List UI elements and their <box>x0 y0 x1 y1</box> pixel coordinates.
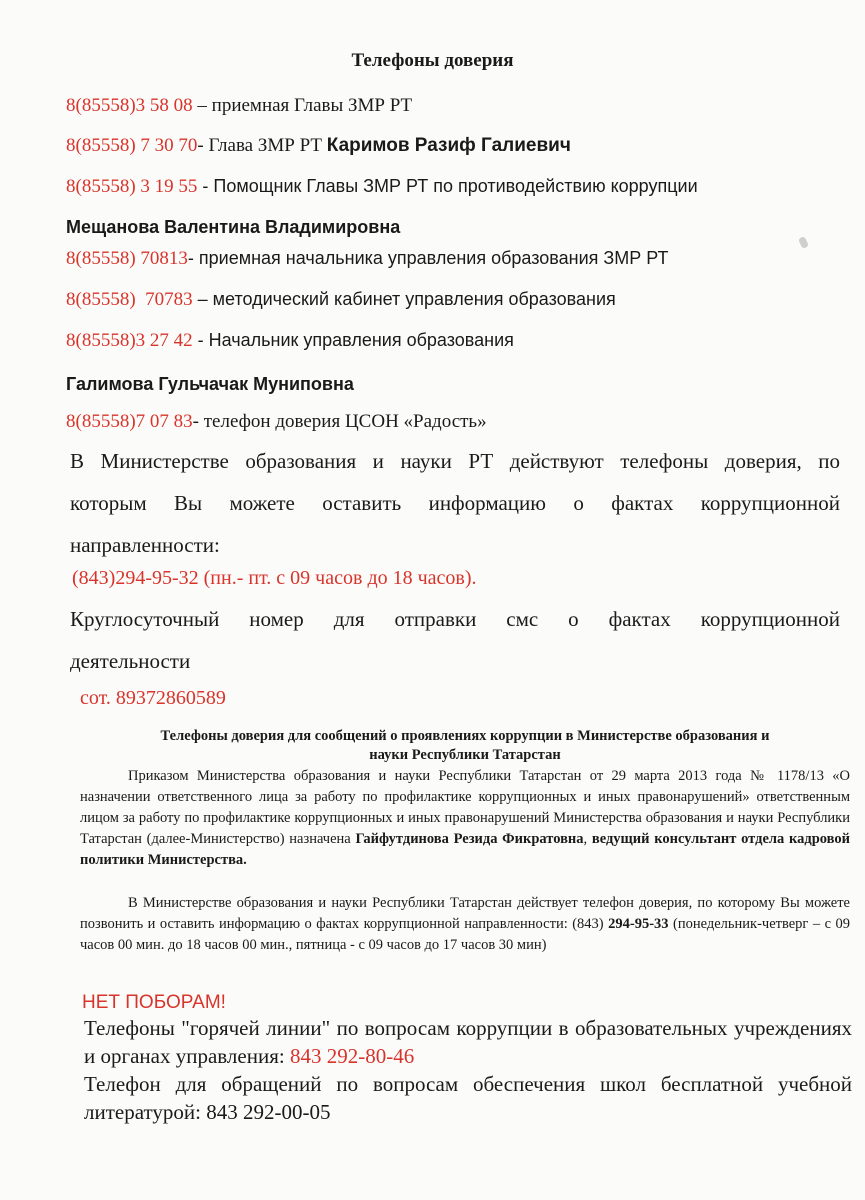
contact-person-name: Мещанова Валентина Владимировна <box>66 217 401 237</box>
page-title: Телефоны доверия <box>351 50 514 71</box>
scan-speck <box>798 236 809 249</box>
contact-text: - Помощник Главы ЗМР РТ по противодействию коррупции <box>197 176 698 196</box>
contact-text: - приемная начальника управления образования ЗМР РТ <box>187 248 669 268</box>
contact-text: – приемная Главы ЗМР РТ <box>192 95 413 116</box>
ministry-phone: (843)294-95-32 (пн.- пт. с 09 часов до 18 часов). <box>72 567 477 589</box>
contact-line-6 <box>66 289 616 311</box>
responsible-person-position: ведущий консультант отдела кадровой политики Министерства. <box>80 831 850 868</box>
contact-phone: 8(85558) 70813 <box>66 248 188 269</box>
section-title <box>80 727 850 765</box>
trust-phone: 294-95-33 <box>608 916 669 932</box>
contact-line-9 <box>66 411 487 433</box>
order-text: Приказом Министерства образования и науки Республики Татарстан от 29 марта 2013 года № 1178/13 «О назначении ответственного лица за работу по профилактике коррупционных и иных правонарушений» ответственным лицом за работу по профилактике коррупционных и иных правонарушений Министерства образования и науки Республики Татарстан (далее-Министерство) назначена <box>80 768 850 847</box>
section-title-line: Телефоны доверия для сообщений о проявлениях коррупции в Министерстве образования и <box>160 728 770 744</box>
paragraph-line: которым Вы можете оставить информацию о фактах коррупционной <box>70 491 840 515</box>
sms-paragraph <box>70 598 840 682</box>
textbooks-text: Телефон для обращений по вопросам обеспечения школ бесплатной учебной литературой: 843 292-00-05 <box>84 1072 852 1124</box>
contact-text: - Начальник управления образования <box>192 330 514 350</box>
contact-person-name: Каримов Разиф Галиевич <box>326 135 571 156</box>
contact-person-name: Галимова Гульчачак Муниповна <box>66 374 354 394</box>
section-title-line: науки Республики Татарстан <box>369 747 561 763</box>
trust-text: В Министерстве образования и науки Республики Татарстан действует телефон доверия, по которому Вы можете позвонить и оставить информацию о фактах коррупционной направленности: (843) <box>80 895 850 932</box>
hotline-text: Телефоны "горячей линии" по вопросам коррупции в образовательных учреждениях и органах управления: <box>84 1016 852 1068</box>
contact-line-7 <box>66 330 514 352</box>
contact-phone: 8(85558)3 27 42 <box>66 330 193 351</box>
hotline-phone: 843 292-80-46 <box>289 1044 415 1068</box>
paragraph-line: Круглосуточный номер для отправки смс о фактах коррупционной <box>70 607 840 631</box>
contact-text: - телефон доверия ЦСОН «Радость» <box>192 411 487 432</box>
contact-line-2 <box>66 135 571 157</box>
contact-phone: 8(85558) 7 30 70 <box>66 135 198 156</box>
trust-phone-paragraph <box>80 893 850 956</box>
hotline-paragraph <box>84 1014 852 1070</box>
order-paragraph <box>80 766 850 871</box>
ministry-paragraph <box>70 440 840 566</box>
trust-hours: (понедельник-четверг – с 09 часов 00 мин. до 18 часов 00 мин., пятница - с 09 часов до 17 часов 30 мин) <box>80 916 851 953</box>
textbooks-paragraph <box>84 1070 852 1126</box>
contact-phone: 8(85558) 3 19 55 <box>66 176 198 197</box>
contact-phone: 8(85558)7 07 83 <box>66 411 193 432</box>
responsible-person-name: Гайфутдинова Резида Фикратовна <box>355 831 584 847</box>
paragraph-line: В Министерстве образования и науки РТ действуют телефоны доверия, по <box>70 449 840 473</box>
sms-phone: сот. 89372860589 <box>80 687 226 709</box>
contact-phone: 8(85558) 70783 <box>66 289 193 310</box>
paragraph-line: направленности: <box>70 533 220 557</box>
contact-line-1 <box>66 95 412 117</box>
order-separator: , <box>583 831 592 847</box>
contact-text: – методический кабинет управления образования <box>192 289 616 309</box>
paragraph-line: деятельности <box>70 649 191 673</box>
contact-line-3 <box>66 176 698 198</box>
contact-phone: 8(85558)3 58 08 <box>66 95 193 116</box>
slogan: НЕТ ПОБОРАМ! <box>82 992 226 1013</box>
contact-text: - Глава ЗМР РТ <box>197 135 327 156</box>
contact-line-5 <box>66 248 668 270</box>
